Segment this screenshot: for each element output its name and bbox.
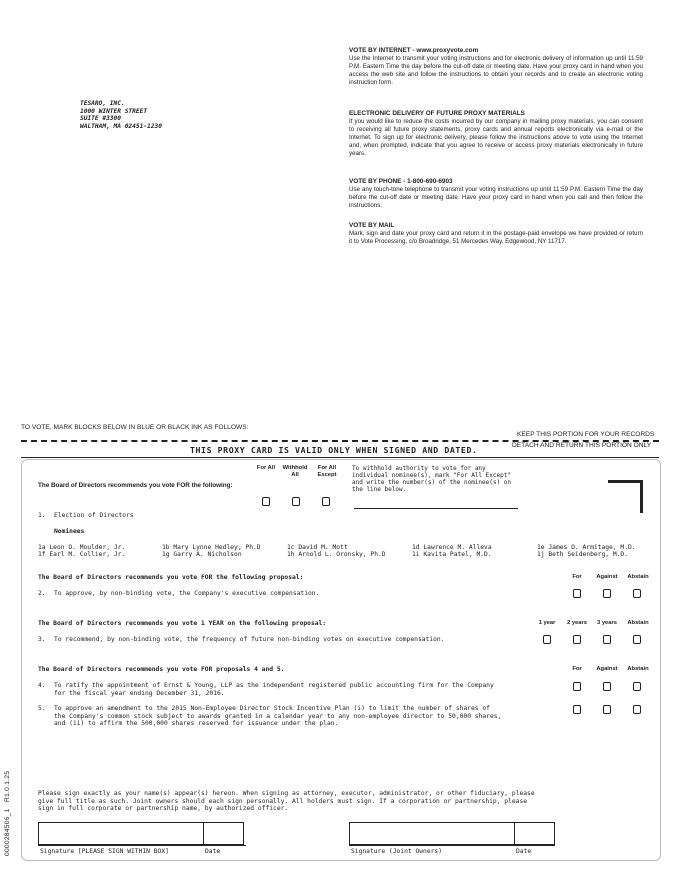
col-3-years: 3 years (597, 620, 617, 626)
item-number: 3. (38, 636, 46, 643)
return-address (80, 100, 162, 130)
item3-abstain-checkbox[interactable] (633, 635, 641, 644)
board-recommendation-2: The Board of Directors recommends you vote FOR the following proposal: (38, 574, 304, 581)
col-for: For (572, 574, 582, 580)
item2-text: To approve, by non-binding vote, the Company's executive compensation. (54, 590, 320, 597)
item3-text: To recommend, by non-binding vote, the frequency of future non-binding votes on executive compensation. (54, 636, 445, 643)
col-against: Against (596, 666, 618, 672)
item1-text: Election of Directors (54, 512, 134, 519)
item3-1-year-checkbox[interactable] (543, 635, 551, 644)
joint-signature-label: Signature (Joint Owners) (351, 848, 442, 855)
item3-3-years-checkbox[interactable] (603, 635, 611, 644)
item2-for-checkbox[interactable] (573, 589, 581, 598)
nominee: 1g Garry A. Nicholson (162, 551, 242, 558)
item2-abstain-checkbox[interactable] (633, 589, 641, 598)
item-number: 1. (38, 512, 46, 519)
nominee: 1e James O. Armitage, M.D. (537, 544, 636, 551)
section-body: Mark, sign and date your proxy card and return it in the postage-paid envelope we have provided or return it to Vote Processing, c/o Broadridge, 51 Mercedes Way, Edgewood, NY 11717. (349, 230, 643, 246)
item-number: 5. (38, 705, 46, 712)
nominee: 1c David M. Mott (287, 544, 348, 551)
address-line: 1000 WINTER STREET (80, 107, 148, 115)
item4-abstain-checkbox[interactable] (633, 682, 641, 691)
item2-against-checkbox[interactable] (603, 589, 611, 598)
section-heading: VOTE BY PHONE - 1-800-690-6903 (349, 178, 453, 185)
date-box[interactable] (203, 822, 244, 845)
withhold-note: To withhold authority to vote for any individual nominee(s), mark "For All Except" and write the number(s) of the nominee(s) on the line below. (352, 465, 511, 493)
item4-against-checkbox[interactable] (603, 682, 611, 691)
registration-mark (608, 480, 643, 513)
col-for: For (572, 666, 582, 672)
for-all-checkbox[interactable] (262, 497, 270, 506)
signing-instructions: Please sign exactly as your name(s) appear(s) hereon. When signing as attorney, executor, administrator, or other fiduciary, please give full title as such. Joint owners should each sign personally. All holders must sign. If a corporation or partnership, please sign in full corporate or partnership name, by authorized officer. (38, 790, 535, 812)
section-heading: ELECTRONIC DELIVERY OF FUTURE PROXY MATERIALS (349, 110, 525, 117)
detach-rule (21, 457, 659, 458)
col-for-all: For All (256, 465, 276, 471)
nominee: 1f Earl M. Collier, Jr. (38, 551, 126, 558)
electronic-delivery (349, 110, 643, 159)
joint-date-label: Date (516, 848, 532, 855)
nominee: 1a Leon O. Moulder, Jr. (38, 544, 126, 551)
detach-portion-label: DETACH AND RETURN THIS PORTION ONLY (512, 442, 652, 449)
section-heading: VOTE BY INTERNET - www.proxyvote.com (349, 47, 479, 54)
joint-date-box[interactable] (514, 822, 555, 845)
date-label: Date (205, 848, 221, 855)
col-abstain: Abstain (627, 574, 649, 580)
withhold-all-checkbox[interactable] (292, 497, 300, 506)
nominee: 1d Lawrence M. Alleva (412, 544, 492, 551)
col-against: Against (596, 574, 618, 580)
section-body: Use any touch-tone telephone to transmit your voting instructions up until 11:59 P.M. Eastern Time the day before the cut-off date or meeting date. Have your proxy card in hand when you call and then follow the instructions. (349, 186, 643, 210)
item4-for-checkbox[interactable] (573, 682, 581, 691)
col-abstain: Abstain (627, 666, 649, 672)
signature-rule (38, 845, 246, 846)
item3-2-years-checkbox[interactable] (573, 635, 581, 644)
item5-abstain-checkbox[interactable] (633, 705, 641, 714)
nominee: 1b Mary Lynne Hedley, Ph.D (162, 544, 261, 551)
col-2-years: 2 years (567, 620, 587, 626)
item5-text: To approve an amendment to the 2015 Non-Employee Director Stock Incentive Plan (i) to limit the number of shares of the Company's common stock subject to awards granted in a calendar year to any non-employee director to 50,000 shares, and (ii) to affirm the 500,000 shares reserved for issuance under the plan. (54, 705, 502, 727)
item-number: 4. (38, 682, 46, 689)
nominee: 1i Kavita Patel, M.D. (412, 551, 492, 558)
col-abstain: Abstain (627, 620, 649, 626)
board-recommendation-4: The Board of Directors recommends you vote FOR proposals 4 and 5. (38, 666, 285, 673)
section-body: If you would like to reduce the costs incurred by our company in mailing proxy materials, you can consent to receiving all future proxy statements, proxy cards and annual reports electronically via e-mail or the Internet. To sign up for electronic delivery, please follow the instructions above to vote using the Internet and, when prompted, indicate that you agree to receive or access proxy materials electronically in future years. (349, 118, 643, 158)
col-1-year: 1 year (538, 620, 556, 626)
mark-instruction: TO VOTE, MARK BLOCKS BELOW IN BLUE OR BLACK INK AS FOLLOWS: (21, 424, 249, 431)
board-recommendation-1: The Board of Directors recommends you vote FOR the following: (38, 482, 233, 489)
joint-signature-box[interactable] (349, 822, 515, 845)
joint-signature-rule (349, 845, 555, 846)
address-line: SUITE #3300 (80, 115, 121, 123)
address-line: WALTHAM, MA 02451-1230 (80, 122, 162, 130)
signature-box[interactable] (38, 822, 204, 845)
col-for-all-except: For All Except (317, 465, 337, 478)
for-all-except-checkbox[interactable] (322, 497, 330, 506)
col-withhold-all: Withhold All (282, 465, 308, 478)
vote-by-mail (349, 222, 643, 246)
item-number: 2. (38, 590, 46, 597)
address-line: TESARO, INC. (80, 100, 125, 107)
side-code: 0000284506_1 R1.0.1.25 (4, 770, 11, 856)
item4-text: To ratify the appointment of Ernst & Young, LLP as the independent registered public accounting firm for the Company for the fiscal year ending December 31, 2016. (54, 682, 494, 697)
valid-notice: THIS PROXY CARD IS VALID ONLY WHEN SIGNED AND DATED. (190, 445, 478, 455)
vote-by-phone (349, 178, 643, 210)
signature-label: Signature [PLEASE SIGN WITHIN BOX] (40, 848, 169, 855)
section-heading: VOTE BY MAIL (349, 222, 395, 229)
nominees-label: Nominees (54, 528, 85, 535)
nominee: 1h Arnold L. Oronsky, Ph.D (287, 551, 386, 558)
item5-against-checkbox[interactable] (603, 705, 611, 714)
except-write-in-line[interactable] (354, 508, 518, 509)
vote-by-internet (349, 47, 643, 87)
board-recommendation-3: The Board of Directors recommends you vote 1 YEAR on the following proposal: (38, 620, 327, 627)
nominee: 1j Beth Seidenberg, M.D. (537, 551, 628, 558)
section-body: Use the Internet to transmit your voting instructions and for electronic delivery of information up until 11:59 P.M. Eastern Time the day before the cut-off date or meeting date. Have your proxy card in hand when you access the web site and follow the instructions to obtain your records and to create an electronic voting instruction form. (349, 55, 643, 87)
keep-portion-label: KEEP THIS PORTION FOR YOUR RECORDS (517, 431, 655, 438)
item5-for-checkbox[interactable] (573, 705, 581, 714)
